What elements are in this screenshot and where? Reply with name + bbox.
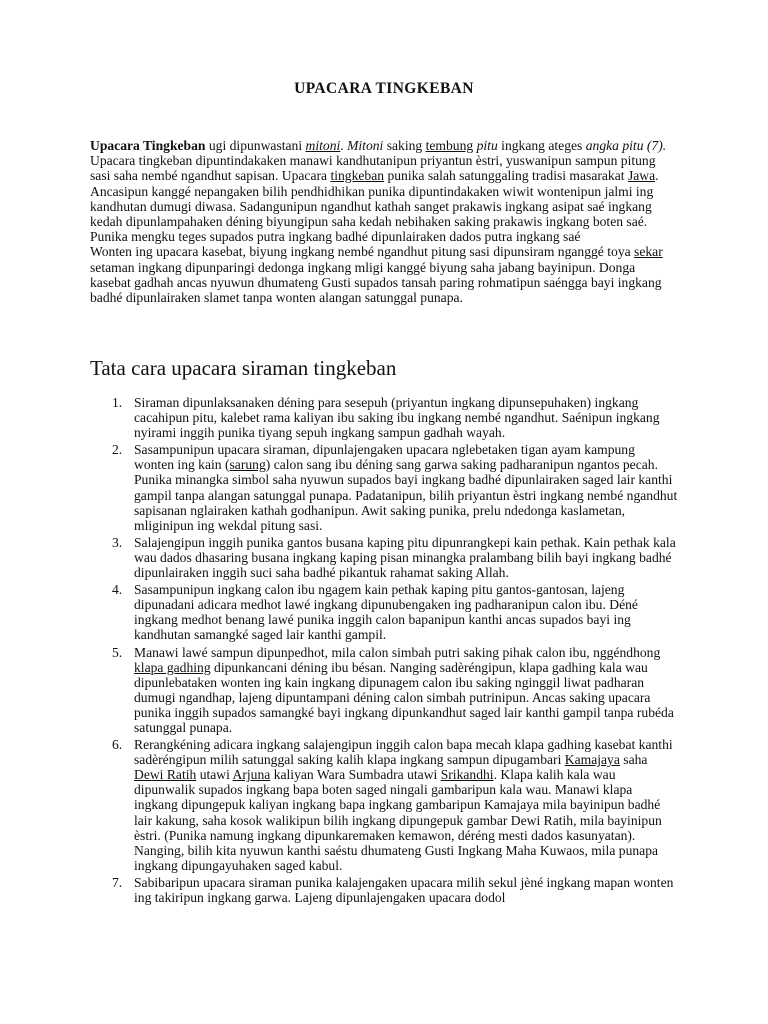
list-item-number: 5. [112, 644, 123, 660]
text-run: . Klapa kalih kala wau dipunwalik supados ingkang bapa boten saged ningali gambaripun kala wau. Manawi klapa ingkang dipungepuk kaliyan ingkang bapa ingkang gambaripun Kamajaya mila bayinipun badhé lair kakung, saha kosok walikipun bilih ingkang dipungepuk gambar Dewi Ratih, mila bayinipun èstri. (Punika namung ingkang dipunkaremaken kemawon, déréng mesti dados kasunyatan). Nanging, bilih kita nyuwun kanthi saéstu dhumateng Gusti Ingkang Maha Kuwaos, mila punapa ingkang dipungayuhaken saged kabul. [134, 767, 662, 873]
list-item-text [134, 737, 673, 873]
wiki-link[interactable]: tembung [425, 138, 474, 153]
list-item-number: 4. [112, 582, 123, 598]
text-run: pitu [476, 138, 498, 153]
wiki-link[interactable]: Dewi Ratih [134, 767, 197, 783]
text-run: Manawi lawé sampun dipunpedhot, mila calon simbah putri saking pihak calon ibu, nggéndhong [134, 644, 661, 660]
text-run: punika salah satunggaling tradisi masarakat [384, 168, 628, 184]
list-item-text [134, 442, 677, 532]
list-item-text [134, 645, 674, 735]
text-run: Sabibaripun upacara siraman punika kalajengaken upacara milih sekul jèné ingkang mapan wonten ing takiripun ingkang garwa. Lajeng dipunlajengaken upacara dodol [134, 874, 674, 905]
text-run: Sasampunipun ingkang calon ibu ngagem kain pethak kaping pitu gantos-gantosan, lajeng dipunadani adicara medhot lawé ingkang dipunubengaken ing padharanipun calon ibu. Déné ingkang medhot benang lawé punika inggih calon bapanipun kanthi ancas supados bayi ing kandhutan samangké saged lair kanthi gampil. [134, 582, 638, 643]
text-run: angka pitu (7). [585, 138, 667, 153]
text-run: saha [619, 752, 648, 768]
section-heading: Tata cara upacara siraman tingkeban [90, 356, 397, 380]
text-run: Wonten ing upacara kasebat, biyung ingkang nembé ngandhut pitung sasi dipunsiram nganggé toya [90, 244, 635, 260]
text-run: Salajengipun inggih punika gantos busana kaping pitu dipunrangkepi kain pethak. Kain pethak kala wau dados dhasaring busana ingkang kaping pisan minangka pralambang bilih bayi ingkang badhé dipunlairaken inggih suci saha badhé pikantuk rahamat saking Allah. [134, 534, 676, 581]
text-run: dipunkancani déning ibu bésan. Nanging sadèréngipun, klapa gadhing kala wau dipunlebataken wonten ing kain ingkang dipunagem calon ibu saking nginggil liwat padharan dumugi ngandhap, lajeng dipuntampani déning calon simbah putrinipun. Ancas saking upacara punika inggih supados samangké bayi ingkang dipunkandhut saged lair kanthi gampil tanpa rubéda satunggal punapa. [134, 659, 674, 735]
intro-paragraph-1 [90, 138, 678, 244]
list-item [90, 645, 678, 736]
wiki-link[interactable]: Arjuna [232, 767, 271, 783]
text-run: Upacara tingkeban dipuntindakaken manawi kandhutanipun priyantun èstri, yuswanipun sampun pitung sasi saha nembé ngandhut sapisan. Upacara [90, 153, 656, 184]
list-item-text [134, 582, 638, 642]
text-run: . [340, 138, 348, 153]
text-run: Mitoni [347, 138, 384, 153]
text-run: saking [383, 138, 426, 153]
wiki-link[interactable]: sekar [634, 244, 663, 260]
list-item-text [134, 535, 676, 580]
list-item [90, 737, 678, 873]
text-run: ) calon sang ibu déning sang garwa saking padharanipun ngantos pecah. Punika minangka simbol saha nyuwun supados bayi ingkang badhé dipunlairaken saged lair kanthi gampil tanpa alangan satunggal punapa. Padatanipun, bilih priyantun èstri ingkang nembé ngandhut sapisanan nglairaken kathah godhanipun. Awit saking punika, prelu ndedonga kaslametan, mliginipun ing wekdal pitung sasi. [134, 457, 678, 533]
wiki-link[interactable]: klapa gadhing [134, 659, 211, 675]
wiki-link[interactable]: Kamajaya [564, 752, 620, 768]
document-title: UPACARA TINGKEBAN [294, 80, 474, 97]
list-item-number: 2. [112, 442, 123, 458]
list-item-number: 3. [112, 534, 123, 550]
list-item-number: 1. [112, 395, 123, 410]
intro-section [90, 138, 678, 305]
text-run: . Ancasipun kanggé nepangaken bilih pendhidhikan punika dipuntindakaken wiwit wontenipun jalmi ing kandhutan dumugi diwasa. Sadangunipun ngandhut kathah sanget prakawis ingkang asipat saé ingkang kedah dipunlampahaken déning biyungipun saha kedah nebihaken saking prakawis ingkang boten saé. Punika mengku teges supados putra ingkang badhé dipunlairaken dados putra ingkang saé [90, 168, 659, 245]
list-item [90, 535, 678, 580]
list-item-number: 6. [112, 737, 123, 753]
text-run: Upacara Tingkeban [90, 138, 206, 153]
steps-list [90, 395, 678, 907]
wiki-link[interactable]: mitoni [305, 138, 341, 153]
text-run: Sasampunipun upacara siraman, dipunlajengaken upacara nglebetaken tigan ayam kampung wonten ing kain ( [134, 442, 635, 473]
wiki-link[interactable]: tingkeban [330, 168, 385, 184]
text-run: Rerangkéning adicara ingkang salajengipun inggih calon bapa mecah klapa gadhing kasebat kanthi sadèréngipun milih satunggal saking kalih klapa ingkang sampun dipugambari [134, 737, 673, 768]
list-item [90, 442, 678, 533]
text-run: utawi [196, 767, 233, 783]
wiki-link[interactable]: Srikandhi [440, 767, 494, 783]
text-run: ugi dipunwastani [205, 138, 306, 153]
intro-paragraph-2 [90, 244, 678, 305]
list-item-text [134, 395, 660, 440]
list-item [90, 875, 678, 905]
text-run: Siraman dipunlaksanaken déning para sesepuh (priyantun ingkang dipunsepuhaken) ingkang cacahipun pitu, kalebet rama kaliyan ibu saking ibu ingkang nembé ngandhut. Saénipun ingkang nyirami inggih punika tiyang sepuh ingkang sampun gadhah wayah. [134, 395, 660, 441]
list-item-text [134, 875, 673, 905]
list-item [90, 395, 678, 440]
text-run: ingkang ateges [497, 138, 586, 153]
list-item [90, 582, 678, 642]
list-item-number: 7. [112, 874, 123, 890]
wiki-link[interactable]: Jawa [627, 168, 656, 184]
wiki-link[interactable]: sarung [229, 457, 266, 473]
text-run: setaman ingkang dipunparingi dedonga ingkang mligi kanggé biyung saha jabang bayinipun. Donga kasebat gadhah ancas nyuwun dhumateng Gusti supados tansah paring rohmatipun saéngga bayi ingkang badhé dipunlairaken slamet tanpa wonten alangan satunggal punapa. [90, 259, 662, 306]
text-run: kaliyan Wara Sumbadra utawi [270, 767, 441, 783]
